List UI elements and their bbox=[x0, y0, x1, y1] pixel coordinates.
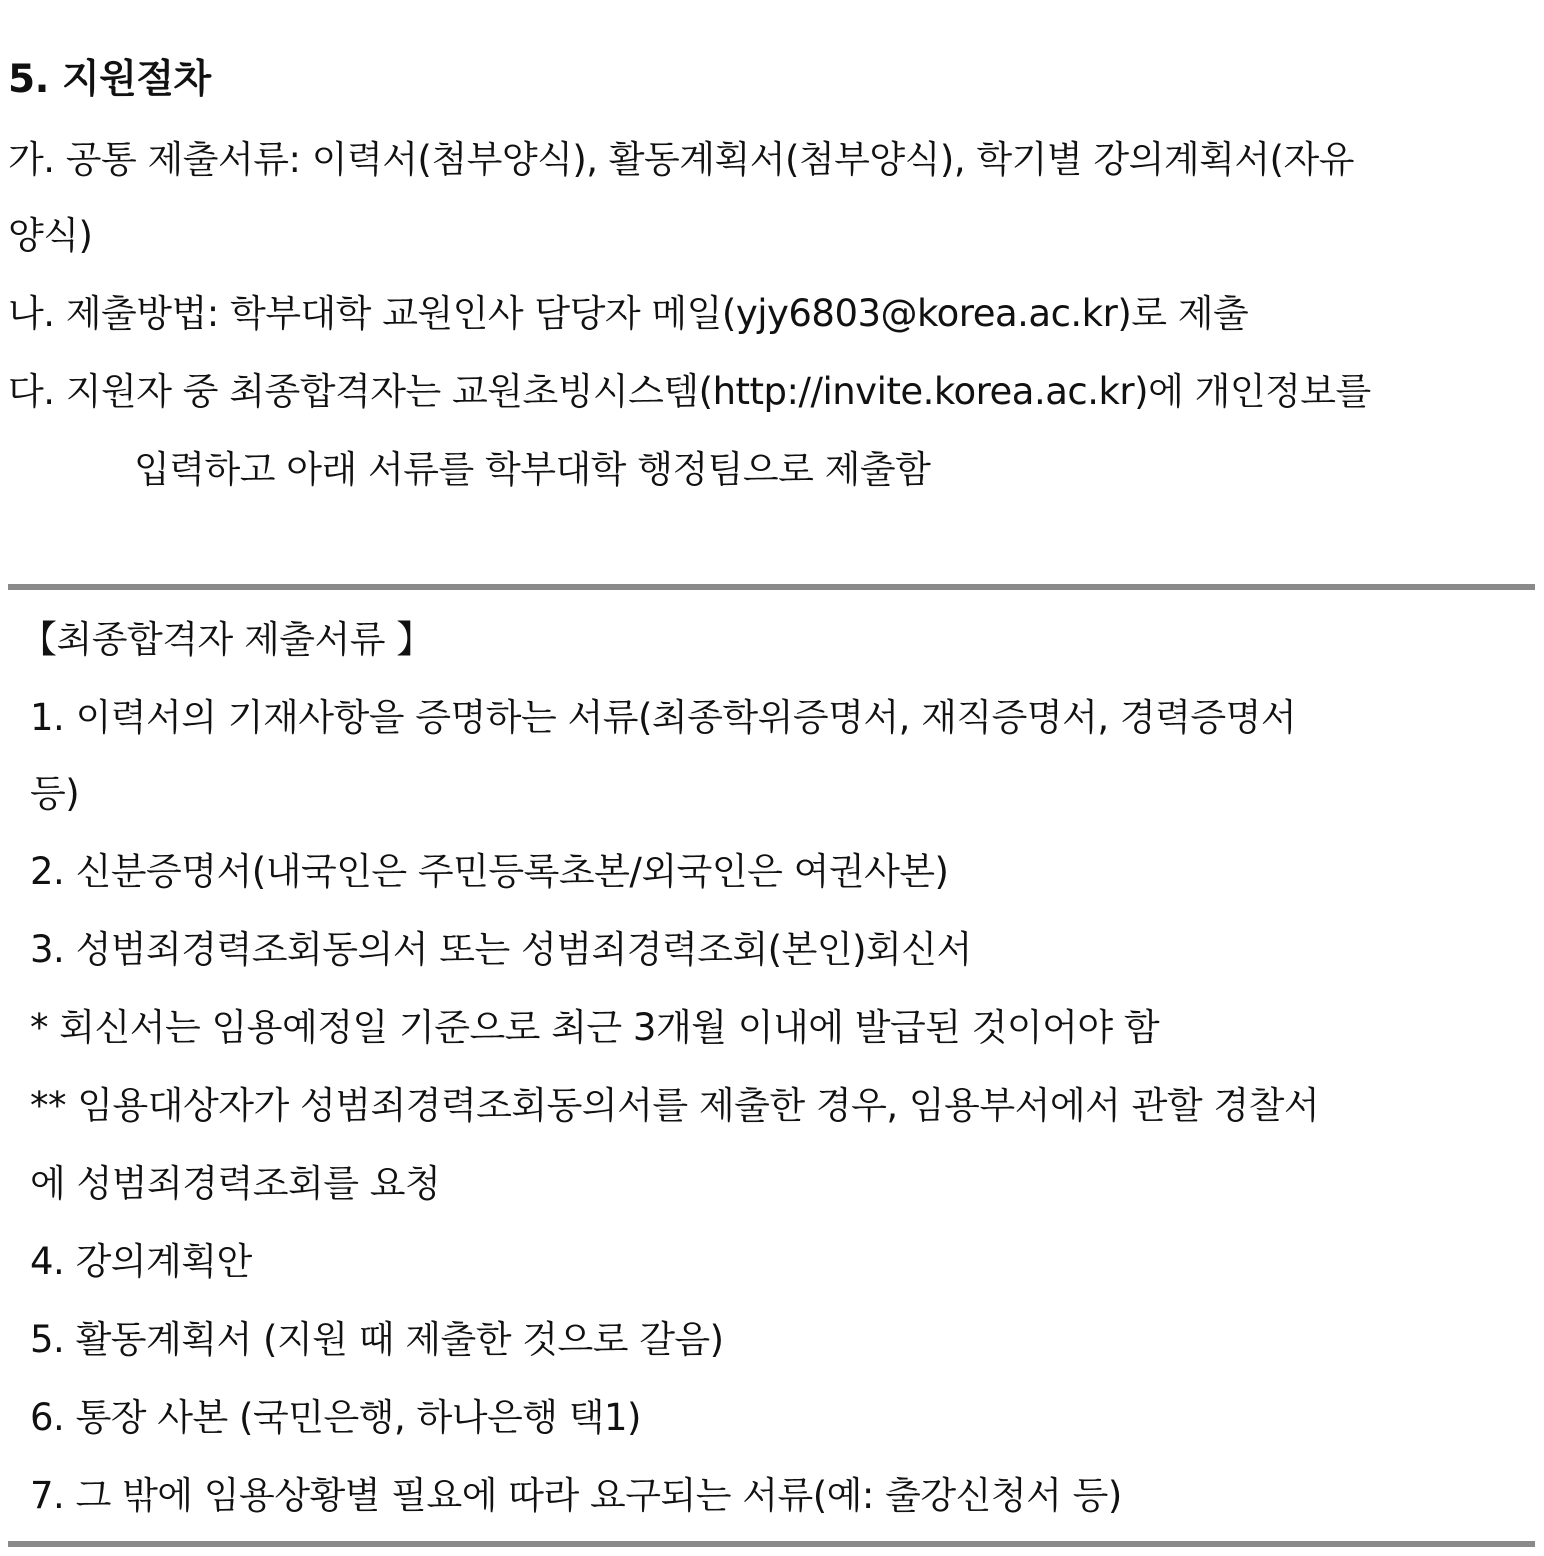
procedure-item-da: 다. 지원자 중 최종합격자는 교원초빙시스템(http://invite.korea.ac.kr)에 개인정보를 bbox=[8, 370, 1371, 413]
final-doc-note-2-cont: 에 성범죄경력조회를 요청 bbox=[30, 1162, 441, 1205]
final-doc-note-1: * 회신서는 임용예정일 기준으로 최근 3개월 이내에 발급된 것이어야 함 bbox=[30, 1006, 1160, 1049]
procedure-item-da-cont: 입력하고 아래 서류를 학부대학 행정팀으로 제출함 bbox=[134, 448, 931, 491]
final-docs-title: 【최종합격자 제출서류 】 bbox=[20, 618, 433, 661]
procedure-item-ga-cont: 양식) bbox=[8, 214, 93, 257]
bottom-divider bbox=[8, 1541, 1535, 1547]
final-doc-item-1-cont: 등) bbox=[30, 772, 80, 815]
procedure-item-na: 나. 제출방법: 학부대학 교원인사 담당자 메일(yjy6803@korea.ac.kr)로 제출 bbox=[8, 292, 1249, 335]
section-heading: 5. 지원절차 bbox=[8, 57, 211, 102]
final-doc-item-4: 4. 강의계획안 bbox=[30, 1240, 252, 1283]
final-doc-item-3: 3. 성범죄경력조회동의서 또는 성범죄경력조회(본인)회신서 bbox=[30, 928, 972, 971]
procedure-item-ga: 가. 공통 제출서류: 이력서(첨부양식), 활동계획서(첨부양식), 학기별 강의계획서(자유 bbox=[8, 138, 1354, 181]
final-doc-item-6: 6. 통장 사본 (국민은행, 하나은행 택1) bbox=[30, 1396, 641, 1439]
top-divider bbox=[8, 584, 1535, 590]
final-doc-item-5: 5. 활동계획서 (지원 때 제출한 것으로 갈음) bbox=[30, 1318, 724, 1361]
final-doc-item-1: 1. 이력서의 기재사항을 증명하는 서류(최종학위증명서, 재직증명서, 경력증명서 bbox=[30, 696, 1297, 739]
final-doc-item-7: 7. 그 밖에 임용상황별 필요에 따라 요구되는 서류(예: 출강신청서 등) bbox=[30, 1474, 1122, 1517]
final-doc-item-2: 2. 신분증명서(내국인은 주민등록초본/외국인은 여권사본) bbox=[30, 850, 949, 893]
final-doc-note-2: ** 임용대상자가 성범죄경력조회동의서를 제출한 경우, 임용부서에서 관할 경찰서 bbox=[30, 1084, 1320, 1127]
